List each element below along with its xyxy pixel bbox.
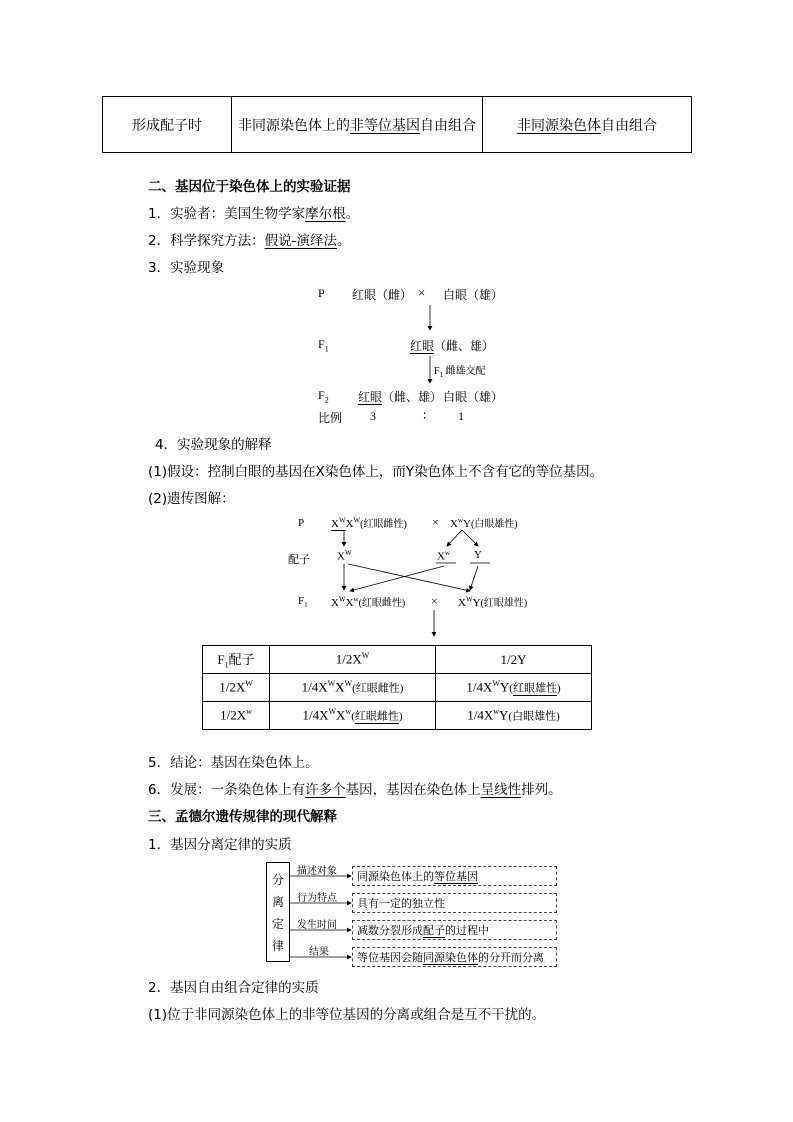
paren: ) — [398, 710, 403, 723]
s3-item-1: 1．基因分离定律的实质 — [148, 837, 292, 853]
cell-text: 自由组合 — [420, 117, 476, 134]
paren: ) — [556, 682, 561, 695]
x-letter: X — [345, 597, 354, 609]
law-label: 描述对象 — [297, 866, 337, 877]
law-char: 律 — [271, 939, 284, 953]
item-3: 3．实验现象 — [148, 260, 225, 276]
x-letter: X — [437, 550, 445, 563]
superscript: W — [344, 549, 352, 557]
box-text: 同源染色体上的 — [357, 871, 434, 883]
s3-item-2: 2．基因自由组合定律的实质 — [148, 980, 319, 996]
cell-text: 1/2X — [219, 679, 246, 695]
superscript: w — [246, 707, 252, 717]
item-text-underlined: 摩尔根 — [305, 206, 346, 222]
item-text: 排列。 — [521, 782, 562, 798]
header-text: 配子 — [228, 653, 255, 669]
f2-white: 白眼（雄） — [443, 390, 504, 404]
gen-p-label: P — [318, 286, 325, 300]
law-char: 定 — [271, 917, 284, 931]
cell-text: 1/4X — [466, 679, 493, 695]
item-text: 6．发展：一条染色体上有 — [148, 782, 306, 798]
cell-text: 1/4X — [301, 679, 328, 695]
box-text-underlined: 配子 — [423, 925, 445, 937]
f-letter: F — [434, 366, 440, 377]
law-box-1 — [352, 866, 557, 886]
law-char: 分 — [271, 873, 284, 887]
item-text-underlined: 呈线性 — [480, 782, 522, 798]
hypothesis: (1)假设：控制白眼的基因在X染色体上，而Y染色体上不含有它的等位基因。 — [148, 464, 604, 480]
cross-symbol: × — [432, 515, 439, 529]
phenotype-text: (红眼雌性) — [358, 598, 406, 609]
section-3-title: 三、孟德尔遗传规律的现代解释 — [148, 809, 337, 825]
superscript: w — [353, 595, 359, 604]
subscript: 1 — [224, 660, 229, 670]
phenotype-text: (白眼雄性) — [470, 519, 518, 530]
diagram-label: (2)遗传图解： — [148, 491, 235, 507]
law-label: 行为特点 — [297, 893, 337, 904]
law-box-3 — [352, 920, 557, 940]
section-2-title: 二、基因位于染色体上的实验证据 — [148, 179, 351, 195]
x-letter: X — [345, 518, 354, 530]
box-text: 等位基因会随 — [357, 952, 423, 964]
gen-p-label: P — [298, 517, 305, 529]
law-label: 结果 — [309, 947, 329, 958]
f-letter: F — [318, 337, 325, 351]
phenotype-text: 红眼雌性 — [354, 710, 399, 723]
cell-text: Y — [499, 707, 509, 723]
sex-text: （雌、雄） — [434, 339, 495, 353]
y-letter: Y — [472, 597, 481, 609]
cell-text: 1/4X — [467, 707, 494, 723]
s3-item-2-1: (1)位于非同源染色体上的非等位基因的分离或组合是互不干扰的。 — [148, 1007, 546, 1023]
p-female: 红眼（雌） — [352, 288, 413, 302]
x-letter: X — [337, 550, 345, 563]
paren: ( — [351, 710, 355, 723]
item-text: 。 — [336, 233, 351, 249]
ratio-label: 比例 — [318, 411, 343, 425]
superscript: w — [444, 549, 451, 557]
law-label: 发生时间 — [297, 920, 337, 931]
superscript: W — [328, 707, 337, 717]
phenotype-text: (红眼雄性) — [480, 598, 528, 609]
superscript: W — [344, 679, 353, 689]
phenotype-text: (白眼雄性) — [508, 710, 560, 723]
table-header-cell: 1/2Y — [436, 646, 592, 674]
cell-text-underlined: 非同源染色体 — [517, 117, 601, 134]
cell-text: Y — [499, 679, 510, 695]
item-text-underlined: 许多个 — [305, 782, 346, 798]
x-letter: X — [450, 518, 458, 530]
underlined-text: 红眼 — [358, 390, 383, 404]
cell-text: 1/2X — [220, 707, 247, 723]
mating-text: 雌雄交配 — [443, 366, 486, 377]
subscript: 1 — [304, 601, 308, 610]
f-letter: F — [298, 595, 305, 607]
ratio-b: 1 — [458, 409, 464, 423]
item-text-underlined: 假说-演绎法 — [264, 233, 337, 249]
cross-symbol: × — [431, 594, 438, 608]
f-letter: F — [318, 388, 325, 402]
superscript: W — [327, 679, 336, 689]
superscript: w — [493, 707, 500, 717]
superscript: W — [353, 516, 361, 525]
superscript: W — [465, 595, 473, 604]
gamete-label: 配子 — [288, 554, 310, 566]
law-box-2: 具有一定的独立性 — [352, 893, 557, 913]
ratio-colon: ∶ — [423, 409, 427, 423]
law-char: 离 — [271, 895, 284, 909]
underlined-text: 红眼 — [410, 339, 435, 353]
paren: ( — [509, 682, 513, 695]
box-text-underlined: 等位基因 — [434, 871, 478, 883]
phenotype-text: (红眼雌性) — [360, 519, 407, 530]
cell-text: 形成配子时 — [132, 117, 202, 134]
law-box-4 — [352, 947, 557, 967]
item-text: 1．实验者：美国生物学家 — [148, 206, 306, 222]
sex-text: （雌、雄） — [382, 390, 443, 404]
item-text: 2．科学探究方法： — [148, 233, 265, 249]
header-text: 1/2X — [335, 651, 362, 667]
cross-symbol: × — [418, 285, 426, 300]
p-male: 白眼（雄） — [443, 288, 504, 302]
cell-text-underlined: 非等位基因 — [350, 117, 420, 134]
subscript: 2 — [324, 395, 329, 405]
phenotype-text: 红眼雄性 — [512, 682, 557, 695]
superscript: W — [338, 595, 346, 604]
x-letter: X — [458, 597, 466, 609]
item-text: 。 — [345, 206, 360, 222]
subscript: 1 — [324, 344, 329, 354]
item-text: 基因，基因在染色体上 — [345, 782, 481, 798]
cell-text: 自由组合 — [601, 117, 657, 134]
superscript: w — [457, 516, 464, 525]
superscript: w — [345, 707, 352, 717]
subscript: 1 — [439, 371, 444, 379]
f-letter: F — [217, 652, 225, 668]
box-text-underlined: 同源染色体 — [423, 952, 478, 964]
cell-text: X — [336, 707, 346, 723]
y-letter: Y — [463, 518, 471, 530]
superscript: W — [245, 679, 253, 689]
box-text: 减数分裂形成 — [357, 925, 423, 937]
superscript: W — [338, 516, 346, 525]
superscript: W — [492, 679, 500, 689]
box-text: 的分开而分离 — [478, 952, 544, 964]
cell-text: 1/4X — [302, 707, 329, 723]
item-5: 5．结论：基因在染色体上。 — [148, 755, 319, 771]
phenotype-text: (红眼雌性) — [352, 682, 404, 695]
gamete-male-y: Y — [474, 549, 482, 561]
cell-text: X — [335, 679, 345, 695]
x-letter: X — [331, 597, 339, 609]
box-text: 的过程中 — [445, 925, 489, 937]
superscript: W — [361, 651, 370, 661]
ratio-a: 3 — [370, 409, 376, 423]
x-letter: X — [331, 518, 339, 530]
cell-text: 非同源染色体上的 — [238, 117, 350, 134]
item-4: 4．实验现象的解释 — [155, 437, 272, 453]
